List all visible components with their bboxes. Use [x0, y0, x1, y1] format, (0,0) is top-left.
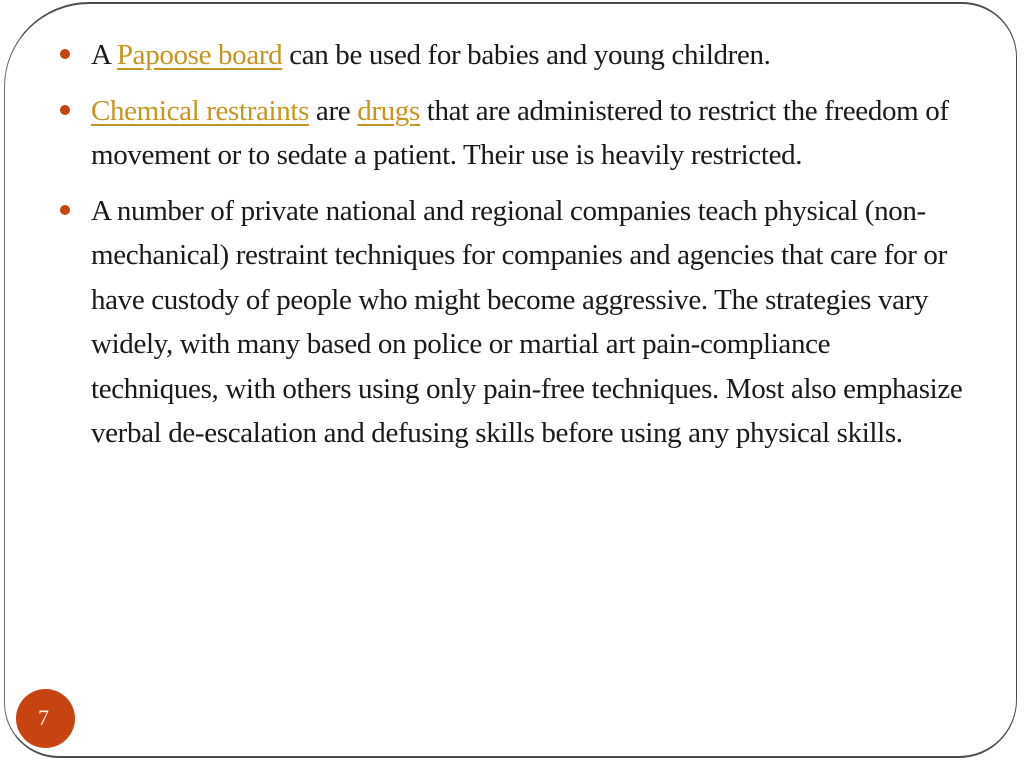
bullet-icon — [60, 49, 70, 59]
text-run: that are administered to restrict the freedom of movement or to sedate a patient. Their use is heavily restricted. — [91, 94, 949, 171]
hyperlink[interactable]: Chemical restraints — [91, 94, 310, 127]
text-run: A number of private national and regional companies teach physical (non-mechanical) restraint techniques for companies and agencies that care for or have custody of people who might become aggressive. The strategies vary widely, with many based on police or martial art pain-compliance techniques, with others using only pain-free techniques. Most also emphasize verbal de-escalation and defusing skills before using any physical skills. — [91, 194, 963, 449]
bullet-icon — [60, 105, 70, 115]
page-number: 7 — [38, 704, 49, 730]
bullet-icon — [60, 205, 70, 215]
hyperlink[interactable]: Papoose board — [116, 39, 283, 71]
bullet-list — [58, 33, 963, 467]
hyperlink[interactable]: drugs — [357, 94, 420, 127]
text-run: A — [91, 39, 117, 71]
page-number-badge — [16, 689, 75, 748]
text-run: can be used for babies and young children. — [282, 39, 771, 71]
bullet-item — [58, 189, 963, 456]
bullet-item — [58, 33, 963, 78]
text-run: are — [309, 94, 358, 127]
bullet-item — [58, 89, 963, 178]
